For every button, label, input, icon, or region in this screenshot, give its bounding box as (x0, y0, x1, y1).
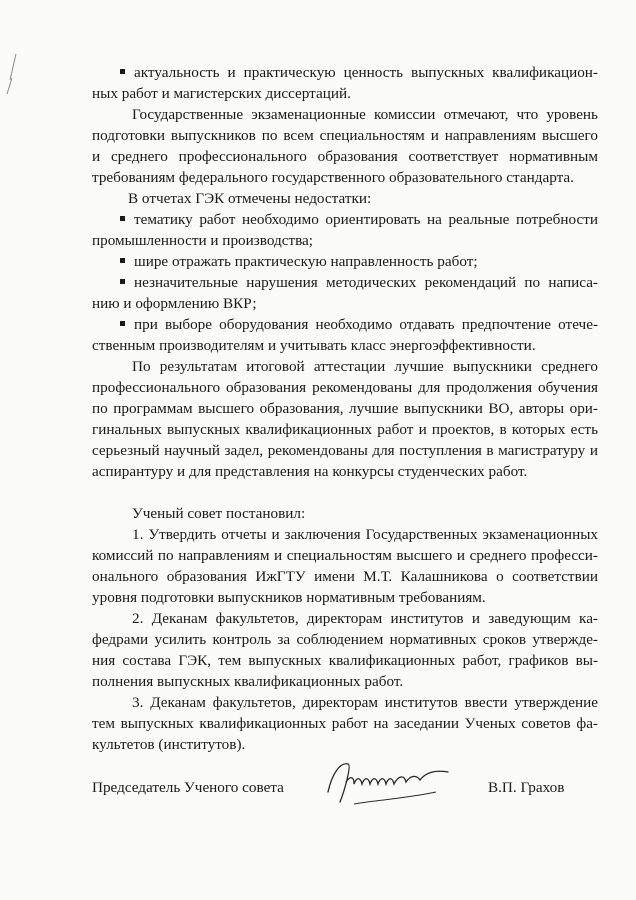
margin-mark (4, 50, 24, 100)
resolution-item-1: онального образования ИжГТУ имени М.Т. Калашникова о соответствии (92, 568, 598, 585)
resolution-item-2: 2. Деканам факультетов, директорам институтов и заведующим ка- (132, 610, 598, 627)
resolution-item-2: полнения выпускных квалификационных работ. (92, 673, 404, 690)
resolution-item-3: тем выпускных квалификационных работ на заседании Ученых советов фа- (92, 715, 598, 732)
resolution-item-2: федрами усилить контроль за соблюдением нормативных сроков утвержде- (92, 631, 598, 648)
resolution-item-1: 1. Утвердить отчеты и заключения Государственных экзаменационных (132, 526, 598, 543)
paragraph-line: аспирантуру и для представления на конкурсы студенческих работ. (92, 463, 528, 480)
resolution-heading: Ученый совет постановил: (132, 505, 306, 522)
paragraph-line: требованиям федерального государственного образовательного стандарта. (92, 169, 574, 186)
bullet-line: при выборе оборудования необходимо отдавать предпочтение отече- (120, 314, 598, 335)
resolution-item-1: уровня подготовки выпускников нормативным требованиям. (92, 589, 486, 606)
resolution-item-2: ния состава ГЭК, тем выпускных квалификационных работ, графиков вы- (92, 652, 598, 669)
paragraph-line: серьезный научный задел, рекомендованы для поступления в магистратуру и (92, 442, 598, 459)
paragraph-line: подготовки выпускников по всем специальностям и направлениям высшего (92, 127, 598, 144)
chairman-name: В.П. Грахов (488, 779, 565, 796)
text-line: промышленности и производства; (92, 232, 314, 249)
text-line: нию и оформлению ВКР; (92, 295, 257, 312)
paragraph-line: профессионального образования рекомендованы для продолжения обучения (92, 379, 598, 396)
bullet-line: актуальность и практическую ценность выпускных квалификацион- (120, 62, 598, 83)
resolution-item-3: культетов (институтов). (92, 736, 246, 753)
paragraph-line: гинальных выпускных квалификационных работ и проектов, в которых есть (92, 421, 598, 438)
shortcomings-heading: В отчетах ГЭК отмечены недостатки: (128, 190, 372, 207)
paragraph-line: Государственные экзаменационные комиссии отмечают, что уровень (132, 106, 598, 123)
chairman-title: Председатель Ученого совета (92, 779, 284, 796)
text-line: ных работ и магистерских диссертаций. (92, 85, 351, 102)
bullet-line: шире отражать практическую направленность работ; (120, 251, 626, 272)
paragraph-line: По результатам итоговой аттестации лучшие выпускники среднего (132, 358, 598, 375)
bullet-line: незначительные нарушения методических рекомендаций по написа- (120, 272, 598, 293)
paragraph-line: по программам высшего образования, лучшие выпускники ВО, авторы ори- (92, 400, 598, 417)
text-line: ственным производителям и учитывать класс энергоэффективности. (92, 337, 536, 354)
resolution-item-1: комиссий по направлениям и специальностям высшего и среднего професси- (92, 547, 598, 564)
paragraph-line: и среднего профессионального образования соответствует нормативным (92, 148, 598, 165)
handwritten-signature (318, 752, 456, 812)
bullet-line: тематику работ необходимо ориентировать на реальные потребности (120, 209, 598, 230)
resolution-item-3: 3. Деканам факультетов, директорам институтов ввести утверждение (132, 694, 598, 711)
